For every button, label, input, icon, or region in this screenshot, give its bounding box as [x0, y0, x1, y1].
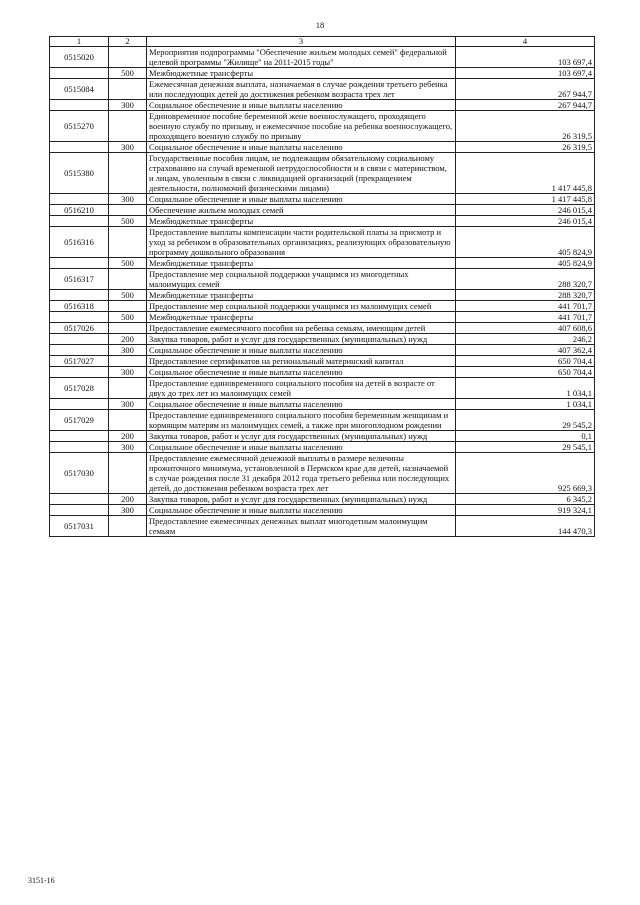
row-code	[50, 258, 109, 269]
table-row	[50, 399, 595, 410]
row-amount: 246 015,4	[456, 216, 595, 227]
row-amount: 267 944,7	[456, 100, 595, 111]
table-row	[50, 100, 595, 111]
row-code	[50, 312, 109, 323]
row-description: Предоставление сертификатов на региональный материнский капитал	[147, 356, 456, 367]
row-amount: 407 608,6	[456, 323, 595, 334]
row-amount: 267 944,7	[456, 79, 595, 100]
row-expense-type: 300	[109, 442, 147, 453]
row-expense-type	[109, 269, 147, 290]
row-code: 0516210	[50, 205, 109, 216]
row-code: 0517030	[50, 453, 109, 494]
row-description: Закупка товаров, работ и услуг для государственных (муниципальных) нужд	[147, 334, 456, 345]
row-code	[50, 442, 109, 453]
row-code	[50, 505, 109, 516]
row-code	[50, 100, 109, 111]
row-expense-type: 300	[109, 399, 147, 410]
row-description: Межбюджетные трансферты	[147, 312, 456, 323]
row-code: 0515084	[50, 79, 109, 100]
row-description: Обеспечение жильем молодых семей	[147, 205, 456, 216]
table-row	[50, 367, 595, 378]
row-amount: 405 824,9	[456, 227, 595, 258]
row-code: 0517026	[50, 323, 109, 334]
row-code: 0516317	[50, 269, 109, 290]
row-code	[50, 431, 109, 442]
row-amount: 288 320,7	[456, 290, 595, 301]
row-expense-type: 300	[109, 194, 147, 205]
row-description: Единовременное пособие беременной жене военнослужащего, проходящего военную службу по призыву, и ежемесячное пособие на ребенка военнослужащего, проходящего военную службу по призыву	[147, 111, 456, 142]
row-amount: 6 345,2	[456, 494, 595, 505]
row-expense-type: 200	[109, 431, 147, 442]
row-expense-type: 500	[109, 312, 147, 323]
row-description: Социальное обеспечение и иные выплаты населению	[147, 142, 456, 153]
row-description: Социальное обеспечение и иные выплаты населению	[147, 399, 456, 410]
row-code	[50, 345, 109, 356]
row-amount: 29 545,1	[456, 442, 595, 453]
row-code	[50, 399, 109, 410]
row-expense-type	[109, 410, 147, 431]
row-code	[50, 290, 109, 301]
table-row	[50, 323, 595, 334]
row-expense-type	[109, 516, 147, 537]
row-expense-type: 500	[109, 216, 147, 227]
page-number: 18	[315, 20, 325, 30]
row-description: Межбюджетные трансферты	[147, 68, 456, 79]
row-code: 0517027	[50, 356, 109, 367]
row-amount: 144 470,3	[456, 516, 595, 537]
row-description: Социальное обеспечение и иные выплаты населению	[147, 194, 456, 205]
table-row	[50, 47, 595, 68]
row-code	[50, 194, 109, 205]
row-expense-type: 300	[109, 345, 147, 356]
row-description: Предоставление ежемесячного пособия на ребенка семьям, имеющим детей	[147, 323, 456, 334]
row-code: 0515380	[50, 153, 109, 194]
table-row	[50, 494, 595, 505]
table-row	[50, 227, 595, 258]
row-description: Предоставление единовременного социального пособия на детей в возрасте от двух до трех лет из малоимущих семей	[147, 378, 456, 399]
row-description: Межбюджетные трансферты	[147, 290, 456, 301]
row-description: Межбюджетные трансферты	[147, 216, 456, 227]
row-expense-type	[109, 453, 147, 494]
row-code: 0517031	[50, 516, 109, 537]
row-amount: 925 669,3	[456, 453, 595, 494]
table-row	[50, 431, 595, 442]
row-expense-type: 300	[109, 100, 147, 111]
row-description: Закупка товаров, работ и услуг для государственных (муниципальных) нужд	[147, 494, 456, 505]
row-amount: 1 034,1	[456, 399, 595, 410]
row-expense-type: 300	[109, 367, 147, 378]
row-amount: 26 319,5	[456, 142, 595, 153]
row-expense-type	[109, 153, 147, 194]
row-description: Предоставление ежемесячных денежных выплат многодетным малоимущим семьям	[147, 516, 456, 537]
row-description: Предоставление ежемесячной денежной выплаты в размере величины прожиточного минимума, установленной в Пермском крае для детей, назначаемой в случае рождения после 31 декабря 2012 года третьего ребенка или последующих детей, до достижения ребенком возраста трех лет	[147, 453, 456, 494]
row-description: Предоставление мер социальной поддержки учащимся из многодетных малоимущих семей	[147, 269, 456, 290]
table-row	[50, 516, 595, 537]
budget-table	[49, 36, 595, 537]
table-row	[50, 216, 595, 227]
row-description: Государственные пособия лицам, не подлежащим обязательному социальному страхованию на случай временной нетрудоспособности и в связи с материнством, и лицам, уволенным в связи с ликвидацией организаций (прекращением деятельности, полномочий физическими лицами)	[147, 153, 456, 194]
row-code: 0517028	[50, 378, 109, 399]
row-amount: 246,2	[456, 334, 595, 345]
table-row	[50, 505, 595, 516]
row-amount: 405 824,9	[456, 258, 595, 269]
table-header-row	[50, 37, 595, 47]
table-row	[50, 334, 595, 345]
row-expense-type	[109, 356, 147, 367]
row-description: Межбюджетные трансферты	[147, 258, 456, 269]
row-amount: 650 704,4	[456, 356, 595, 367]
row-expense-type	[109, 323, 147, 334]
row-description: Социальное обеспечение и иные выплаты населению	[147, 100, 456, 111]
table-row	[50, 194, 595, 205]
row-expense-type	[109, 47, 147, 68]
row-amount: 26 319,5	[456, 111, 595, 142]
document-footer-code: 3151-16	[28, 876, 55, 885]
row-amount: 103 697,4	[456, 68, 595, 79]
row-code: 0516318	[50, 301, 109, 312]
table-row	[50, 79, 595, 100]
row-description: Предоставление выплаты компенсации части родительской платы за присмотр и уход за ребенком в образовательных организациях, реализующих образовательную программу дошкольного образования	[147, 227, 456, 258]
row-amount: 407 362,4	[456, 345, 595, 356]
header-column-2: 2	[109, 37, 147, 47]
row-amount: 1 417 445,8	[456, 153, 595, 194]
row-description: Социальное обеспечение и иные выплаты населению	[147, 345, 456, 356]
row-description: Социальное обеспечение и иные выплаты населению	[147, 442, 456, 453]
row-description: Ежемесячная денежная выплата, назначаемая в случае рождения третьего ребенка или последующих детей до достижения ребенком возраста трех лет	[147, 79, 456, 100]
row-amount: 246 015,4	[456, 205, 595, 216]
row-code	[50, 334, 109, 345]
row-code: 0517029	[50, 410, 109, 431]
row-expense-type: 500	[109, 68, 147, 79]
row-amount: 650 704,4	[456, 367, 595, 378]
table-row	[50, 258, 595, 269]
row-expense-type: 200	[109, 494, 147, 505]
row-expense-type	[109, 378, 147, 399]
row-amount: 288 320,7	[456, 269, 595, 290]
table-row	[50, 142, 595, 153]
row-description: Предоставление мер социальной поддержки учащимся из малоимущих семей	[147, 301, 456, 312]
row-expense-type	[109, 205, 147, 216]
table-body	[50, 47, 595, 537]
row-amount: 919 324,1	[456, 505, 595, 516]
row-code	[50, 68, 109, 79]
row-description: Предоставление единовременного социального пособия беременным женщинам и кормящим матерям из малоимущих семей, а также при многоплодном рождении	[147, 410, 456, 431]
row-amount: 1 034,1	[456, 378, 595, 399]
table-row	[50, 301, 595, 312]
row-amount: 441 701,7	[456, 301, 595, 312]
header-column-4: 4	[456, 37, 595, 47]
row-expense-type	[109, 111, 147, 142]
header-column-1: 1	[50, 37, 109, 47]
row-code	[50, 494, 109, 505]
table-row	[50, 453, 595, 494]
row-amount: 441 701,7	[456, 312, 595, 323]
table-row	[50, 205, 595, 216]
table-row	[50, 153, 595, 194]
row-code	[50, 142, 109, 153]
row-expense-type: 500	[109, 290, 147, 301]
row-amount: 0,1	[456, 431, 595, 442]
row-expense-type: 300	[109, 505, 147, 516]
row-expense-type: 300	[109, 142, 147, 153]
table-row	[50, 442, 595, 453]
row-code: 0515270	[50, 111, 109, 142]
row-expense-type	[109, 79, 147, 100]
row-expense-type: 500	[109, 258, 147, 269]
row-expense-type: 200	[109, 334, 147, 345]
row-description: Мероприятия подпрограммы "Обеспечение жильем молодых семей" федеральной целевой программы "Жилище" на 2011-2015 годы"	[147, 47, 456, 68]
row-description: Социальное обеспечение и иные выплаты населению	[147, 367, 456, 378]
row-code	[50, 216, 109, 227]
table-row	[50, 356, 595, 367]
table-row	[50, 68, 595, 79]
row-amount: 103 697,4	[456, 47, 595, 68]
row-code: 0515020	[50, 47, 109, 68]
row-expense-type	[109, 301, 147, 312]
table-row	[50, 410, 595, 431]
row-expense-type	[109, 227, 147, 258]
row-amount: 1 417 445,8	[456, 194, 595, 205]
table-row	[50, 111, 595, 142]
table-row	[50, 345, 595, 356]
table-row	[50, 312, 595, 323]
table-row	[50, 290, 595, 301]
row-code	[50, 367, 109, 378]
row-description: Социальное обеспечение и иные выплаты населению	[147, 505, 456, 516]
table-row	[50, 378, 595, 399]
header-column-3: 3	[147, 37, 456, 47]
table-row	[50, 269, 595, 290]
row-description: Закупка товаров, работ и услуг для государственных (муниципальных) нужд	[147, 431, 456, 442]
row-amount: 29 545,2	[456, 410, 595, 431]
row-code: 0516316	[50, 227, 109, 258]
